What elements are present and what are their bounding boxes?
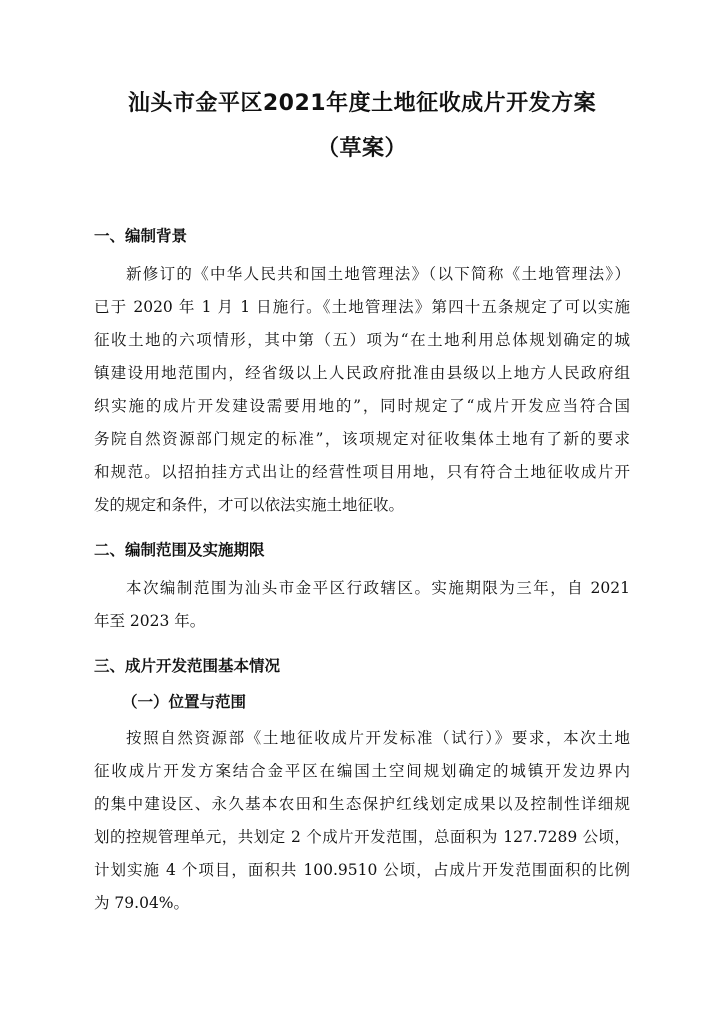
paragraph-line: 征收土地的六项情形，其中第（五）项为“在土地利用总体规划确定的城 [94,331,630,349]
paragraph-line: 划的控规管理单元，共划定 2 个成片开发范围，总面积为 127.7289 公顷， [94,828,630,846]
paragraph-line: 年至 2023 年。 [94,612,206,630]
paragraph-line: 为 79.04%。 [94,894,190,912]
section-heading-background: 一、编制背景 [94,227,188,245]
document-title: 汕头市金平区2021年度土地征收成片开发方案 [127,91,597,116]
paragraph-line: 务院自然资源部门规定的标准”，该项规定对征收集体土地有了新的要求 [94,430,630,448]
subsection-heading-location: （一）位置与范围 [122,693,247,711]
paragraph-line: 织实施的成片开发建设需要用地的”，同时规定了“成片开发应当符合国 [94,397,630,415]
paragraph-line: 已于 2020 年 1 月 1 日施行。《土地管理法》第四十五条规定了可以实施 [94,298,630,316]
paragraph-line: 征收成片开发方案结合金平区在编国土空间规划确定的城镇开发边界内 [94,762,630,780]
paragraph-line: 本次编制范围为汕头市金平区行政辖区。实施期限为三年，自 2021 [126,579,630,597]
paragraph-line: 按照自然资源部《土地征收成片开发标准（试行）》要求，本次土地 [126,729,630,747]
paragraph-line: 的集中建设区、永久基本农田和生态保护红线划定成果以及控制性详细规 [94,795,630,813]
section-heading-scope: 二、编制范围及实施期限 [94,541,265,559]
section-heading-overview: 三、成片开发范围基本情况 [94,657,281,675]
paragraph-line: 和规范。以招拍挂方式出让的经营性项目用地，只有符合土地征收成片开 [94,463,630,481]
document-subtitle: （草案） [316,136,407,161]
paragraph-line: 发的规定和条件，才可以依法实施土地征收。 [94,496,405,514]
paragraph-line: 镇建设用地范围内，经省级以上人民政府批准由县级以上地方人民政府组 [94,364,630,382]
paragraph-line: 新修订的《中华人民共和国土地管理法》（以下简称《土地管理法》） [126,265,630,283]
paragraph-line: 计划实施 4 个项目，面积共 100.9510 公顷，占成片开发范围面积的比例 [94,861,630,879]
